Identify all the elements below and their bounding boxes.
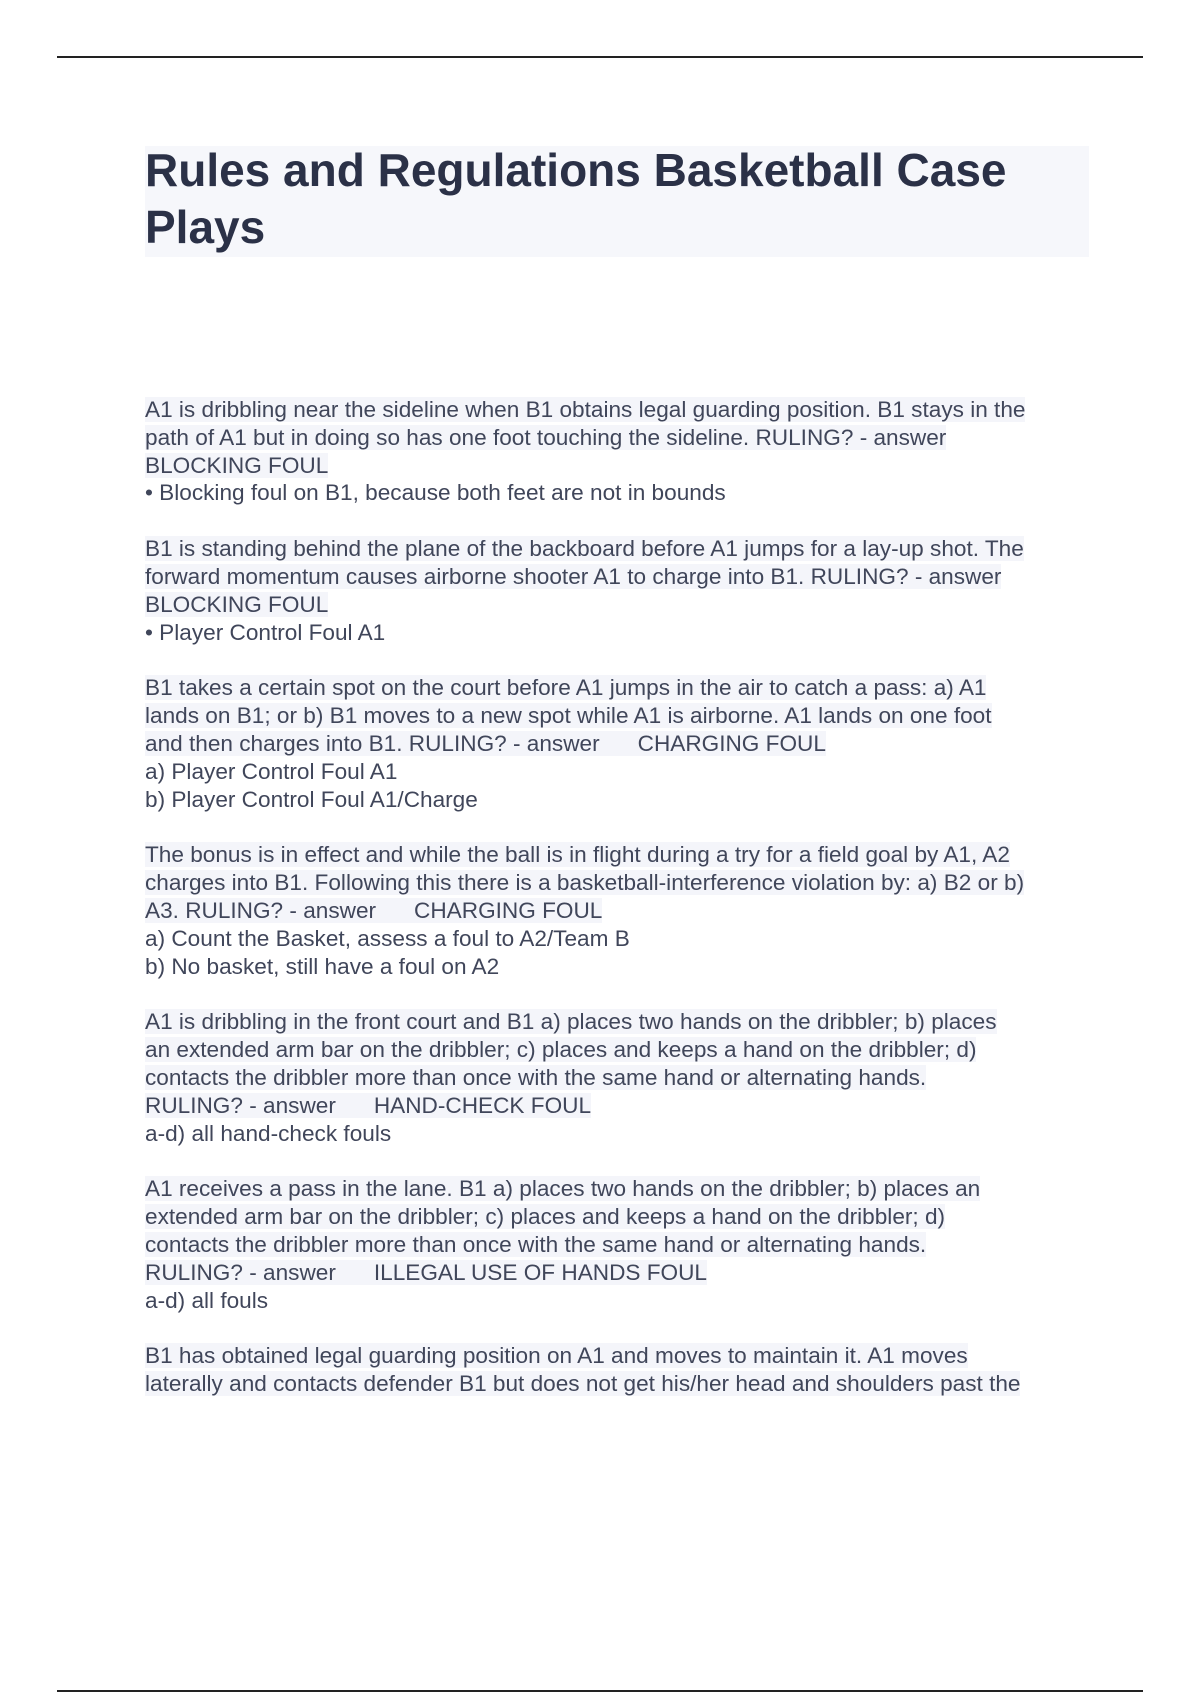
- case-answer: CHARGING FOUL: [637, 730, 826, 756]
- case-line: B1 has obtained legal guarding position on A1 and moves to maintain it. A1 moves: [145, 1343, 968, 1369]
- case-explanation: b) Player Control Foul A1/Charge: [145, 786, 478, 812]
- bottom-divider: [57, 1690, 1143, 1692]
- case-play-6: [145, 1175, 1095, 1314]
- case-line: B1 takes a certain spot on the court before A1 jumps in the air to catch a pass: a) A1: [145, 675, 987, 701]
- case-play-3: [145, 674, 1095, 813]
- case-answer: CHARGING FOUL: [414, 897, 603, 923]
- case-play-1: [145, 396, 1095, 507]
- case-answer: BLOCKING FOUL: [145, 591, 329, 617]
- case-line: and then charges into B1. RULING? - answer CHARGING FOUL: [145, 730, 826, 756]
- case-line: laterally and contacts defender B1 but does not get his/her head and shoulders past the: [145, 1371, 1021, 1397]
- case-answer: HAND-CHECK FOUL: [373, 1092, 592, 1118]
- case-line: forward momentum causes airborne shooter A1 to charge into B1. RULING? - answer: [145, 563, 1002, 589]
- case-line: A3. RULING? - answer CHARGING FOUL: [145, 897, 603, 923]
- case-explanation: • Player Control Foul A1: [145, 619, 386, 645]
- case-line: RULING? - answer ILLEGAL USE OF HANDS FOUL: [145, 1259, 707, 1285]
- case-answer: ILLEGAL USE OF HANDS FOUL: [373, 1259, 707, 1285]
- case-explanation: a-d) all hand-check fouls: [145, 1120, 392, 1146]
- case-play-5: [145, 1008, 1095, 1147]
- case-line: A1 is dribbling near the sideline when B1 obtains legal guarding position. B1 stays in the: [145, 397, 1026, 422]
- case-line: an extended arm bar on the dribbler; c) places and keeps a hand on the dribbler; d): [145, 1037, 977, 1063]
- case-line: B1 is standing behind the plane of the backboard before A1 jumps for a lay-up shot. The: [145, 536, 1024, 562]
- case-play-2: [145, 535, 1095, 646]
- case-explanation: b) No basket, still have a foul on A2: [145, 953, 500, 979]
- case-explanation: a-d) all fouls: [145, 1287, 269, 1313]
- document-title: Rules and Regulations Basketball Case Plays: [145, 144, 1007, 253]
- case-line: contacts the dribbler more than once with the same hand or alternating hands.: [145, 1231, 927, 1257]
- case-answer: BLOCKING FOUL: [145, 452, 329, 478]
- case-line: A1 receives a pass in the lane. B1 a) places two hands on the dribbler; b) places an: [145, 1176, 981, 1202]
- case-explanation: a) Player Control Foul A1: [145, 758, 398, 784]
- case-plays-list: [145, 396, 1095, 1426]
- case-explanation: a) Count the Basket, assess a foul to A2/Team B: [145, 925, 630, 951]
- top-divider: [57, 56, 1143, 58]
- case-line: path of A1 but in doing so has one foot touching the sideline. RULING? - answer: [145, 424, 947, 450]
- case-line: charges into B1. Following this there is a basketball-interference violation by: a) B2 or b): [145, 870, 1025, 896]
- case-play-4: [145, 841, 1095, 980]
- case-line: extended arm bar on the dribbler; c) places and keeps a hand on the dribbler; d): [145, 1204, 946, 1230]
- case-line: RULING? - answer HAND-CHECK FOUL: [145, 1092, 592, 1118]
- case-explanation: • Blocking foul on B1, because both feet are not in bounds: [145, 480, 726, 506]
- case-line: lands on B1; or b) B1 moves to a new spot while A1 is airborne. A1 lands on one foot: [145, 703, 992, 729]
- case-play-7: [145, 1342, 1095, 1398]
- case-line: A1 is dribbling in the front court and B1 a) places two hands on the dribbler; b) places: [145, 1009, 997, 1035]
- case-line: The bonus is in effect and while the ball is in flight during a try for a field goal by A1, A2: [145, 842, 1010, 868]
- case-line: contacts the dribbler more than once with the same hand or alternating hands.: [145, 1064, 927, 1090]
